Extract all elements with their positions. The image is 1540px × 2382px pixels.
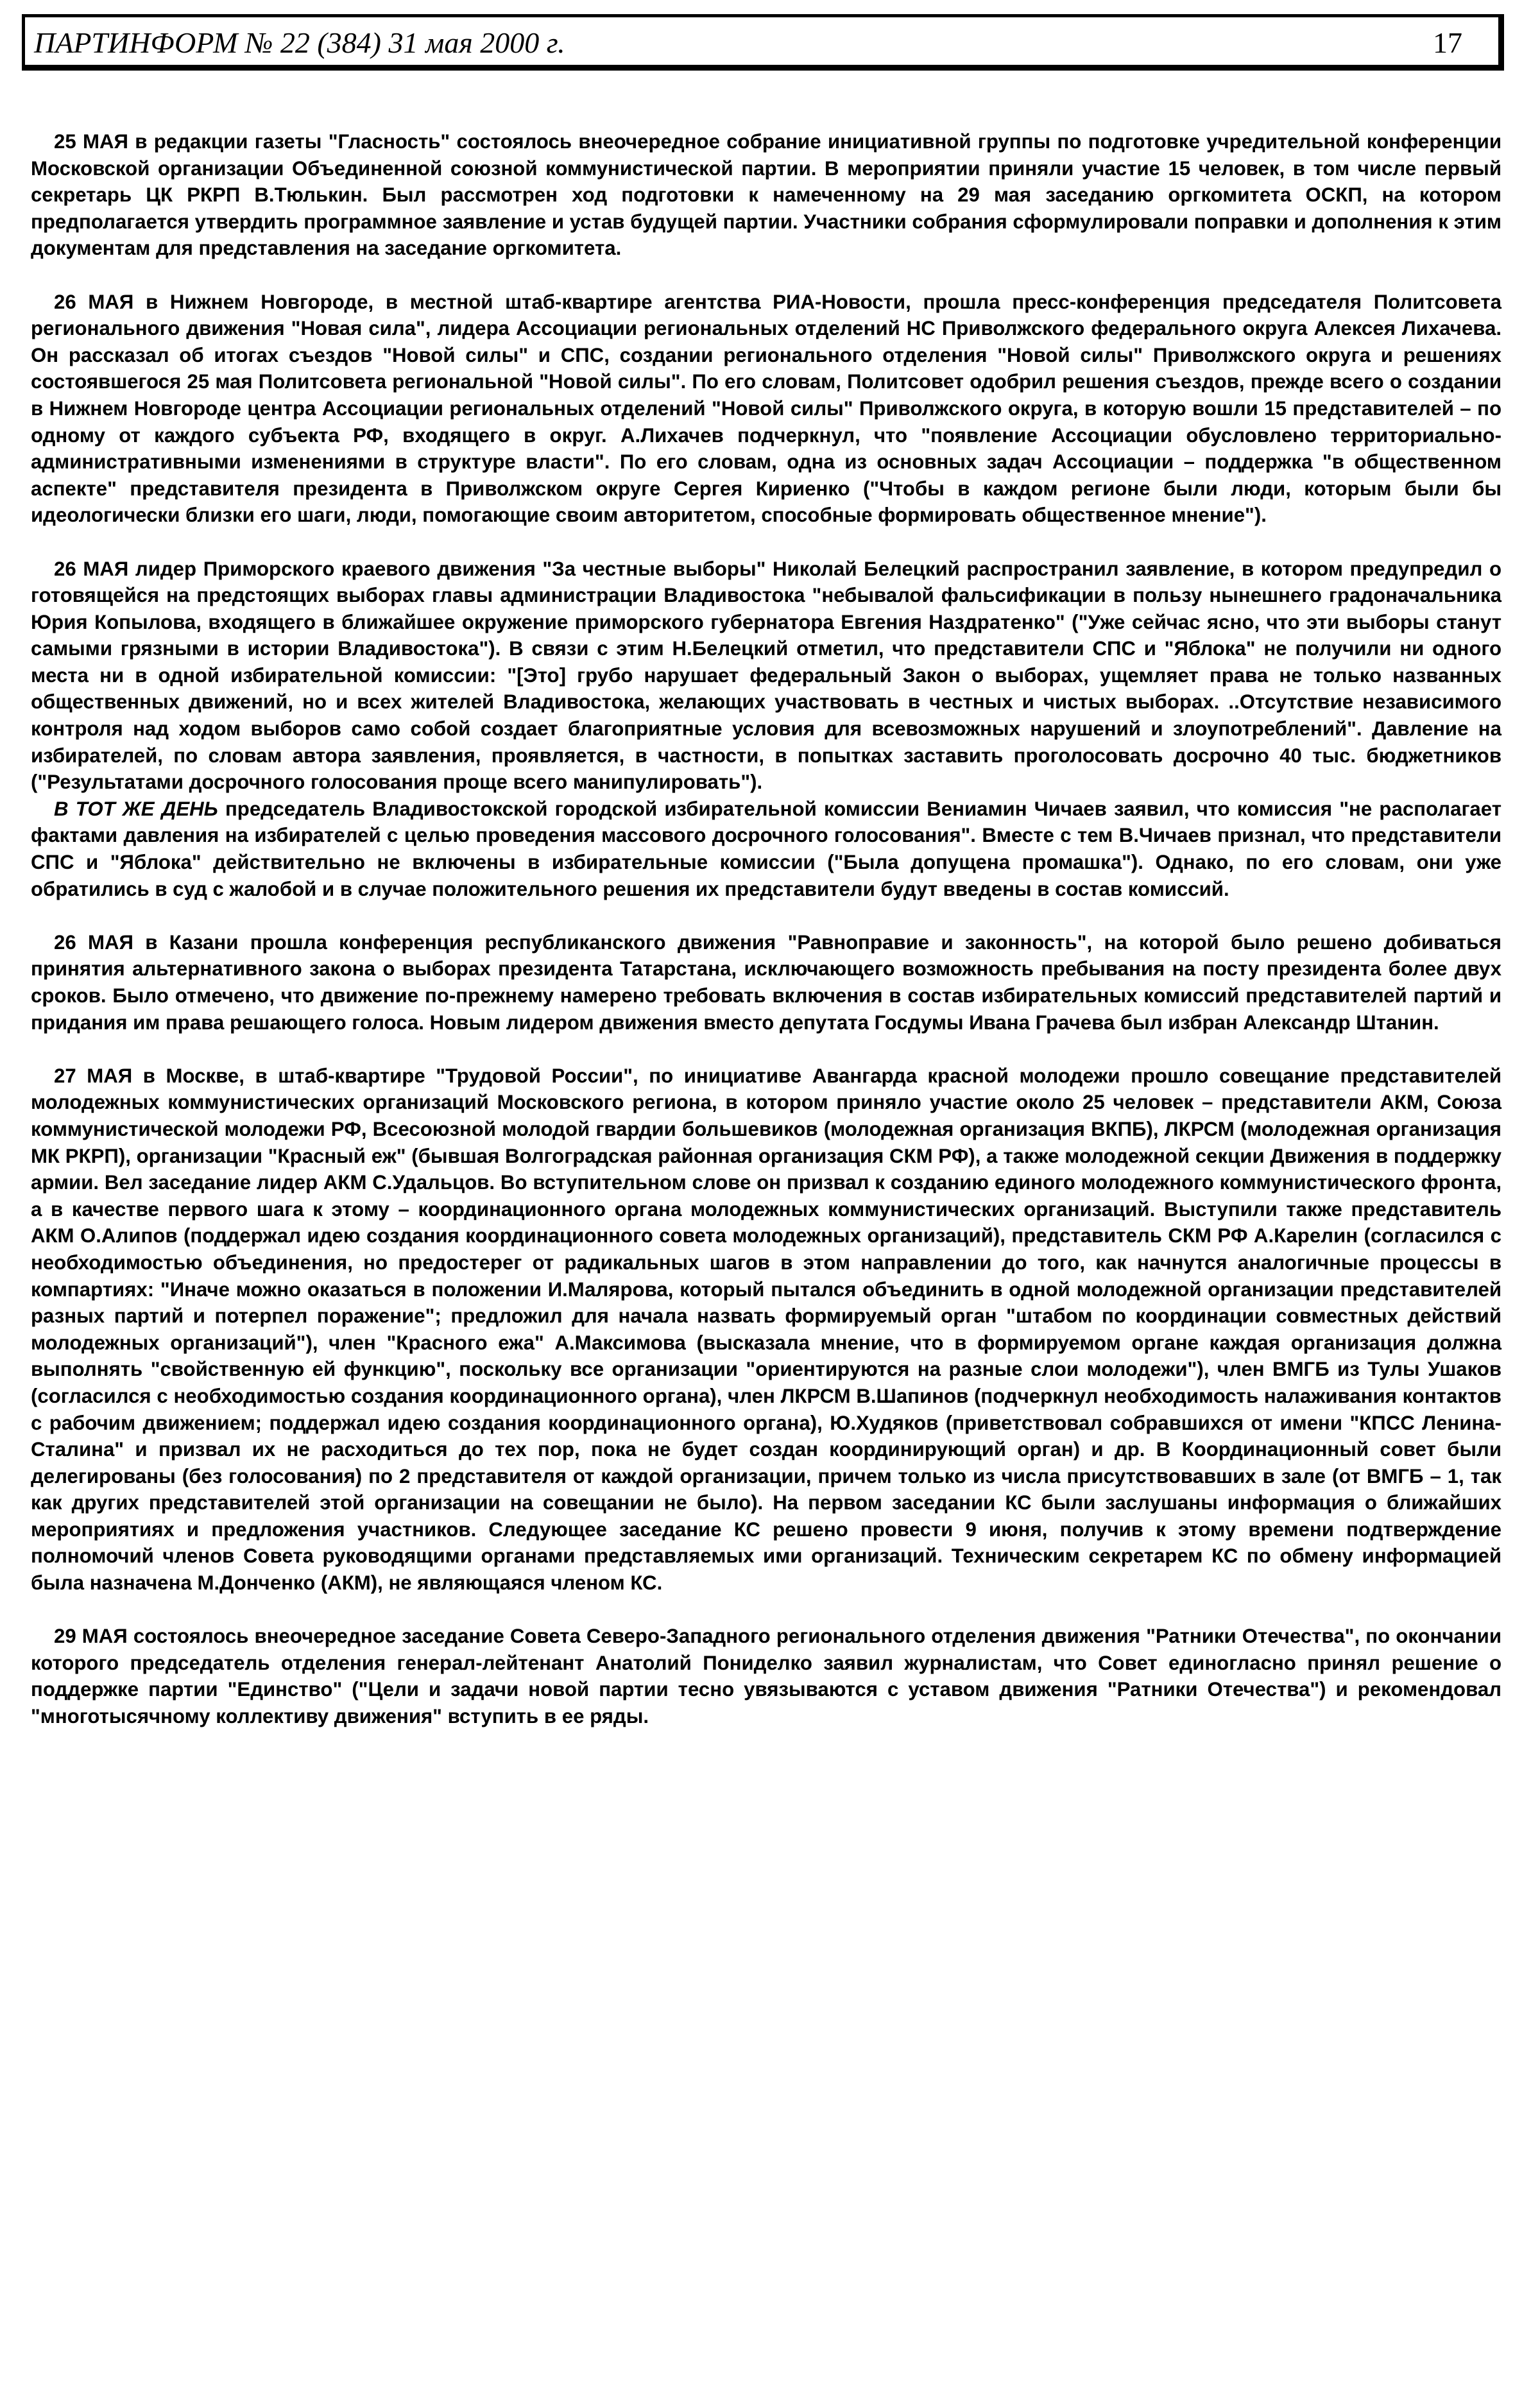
article-body <box>31 128 1502 1730</box>
news-date: 25 МАЯ <box>54 130 128 153</box>
news-date: В ТОТ ЖЕ ДЕНЬ <box>54 797 218 820</box>
news-text: состоялось внеочередное заседание Совета Северо-Западного регионального отделения движения "Ратники Отечества", по окончании которого председатель отделения генерал-лейтенант Анатолий Пониделко заявил журналистам, что Совет единогласно принял решение о поддержке партии "Единство" ("Цели и задачи новой партии тесно увязываются с уставом движения "Ратники Отечества") и рекомендовал "многотысячному коллективу движения" вступить в ее ряды. <box>31 1625 1502 1728</box>
news-date: 27 МАЯ <box>54 1064 133 1087</box>
news-item <box>31 796 1502 902</box>
news-text: в Москве, в штаб-квартире "Трудовой России", по инициативе Авангарда красной молодежи прошло совещание представителей молодежных коммунистических организаций Московского региона, в котором приняло участие около 25 человек – представители АКМ, Союза коммунистической молодежи РФ, Всесоюзной молодой гвардии большевиков (молодежная организация ВКПБ), ЛКРСМ (молодежная организация МК РКРП), организации "Красный еж" (бывшая Волгоградская районная организация СКМ РФ), а также молодежной секции Движения в поддержку армии. Вел заседание лидер АКМ С.Удальцов. Во вступительном слове он призвал к созданию единого молодежного коммунистического фронта, а в качестве первого шага к этому – координационного органа молодежных коммунистических организаций. Выступили также представитель АКМ О.Алипов (поддержал идею создания координационного совета молодежных организаций), представитель СКМ РФ А.Карелин (согласился с необходимостью объединения, но предостерег от радикальных шагов в этом направлении до того, как начнутся аналогичные процессы в компартиях: "Иначе можно оказаться в положении И.Малярова, который пытался объединить в одной молодежной организации представителей разных партий и потерпел поражение"; предложил для начала назвать формируемый орган "штабом по координации совместных действий молодежных организаций"), член "Красного ежа" А.Максимова (высказала мнение, что в формируемом органе каждая организация должна выполнять "свойственную ей функцию", поскольку все организации "ориентируются на разные слои молодежи"), член ВМГБ из Тулы Ушаков (согласился с необходимостью создания координационного органа), член ЛКРСМ В.Шапинов (подчеркнул необходимость налаживания контактов с рабочим движением; поддержал идею создания координационного органа), Ю.Худяков (приветствовал собравшихся от имени "КПСС Ленина-Сталина" и призвал их не расходиться до тех пор, пока не будет создан координирующий орган) и др. В Координационный совет были делегированы (без голосования) по 2 представителя от каждой организации, причем только из числа присутствовавших в зале (от ВМГБ – 1, так как других представителей этой организации на совещании не было). На первом заседании КС были заслушаны информация о ближайших мероприятиях и предложения участников. Следующее заседание КС решено провести 9 июня, получив к этому времени подтверждение полномочий членов Совета руководящими органами представляемых ими организаций. Техническим секретарем КС по обмену информацией была назначена М.Донченко (АКМ), не являющаяся членом КС. <box>31 1064 1502 1595</box>
news-text: в Казани прошла конференция республиканского движения "Равноправие и законность", на которой было решено добиваться принятия альтернативного закона о выборах президента Татарстана, исключающего возможность пребывания на посту президента более двух сроков. Было отмечено, что движение по-прежнему намерено требовать включения в состав избирательных комиссий представителей партий и придания им права решающего голоса. Новым лидером движения вместо депутата Госдумы Ивана Грачева был избран Александр Штанин. <box>31 930 1502 1034</box>
news-text: председатель Владивостокской городской избирательной комиссии Вениамин Чичаев заявил, что комиссия "не располагает фактами давления на избирателей с целью проведения массового досрочного голосования". Вместе с тем В.Чичаев признал, что представители СПС и "Яблока" действительно не включены в избирательные комиссии ("Была допущена промашка"). Однако, по его словам, они уже обратились в суд с жалобой и в случае положительного решения их представители будут введены в состав комиссий. <box>31 797 1502 900</box>
page-header <box>22 14 1504 71</box>
news-text: в Нижнем Новгороде, в местной штаб-квартире агентства РИА-Новости, прошла пресс-конференция председателя Политсовета регионального движения "Новая сила", лидера Ассоциации региональных отделений НС Приволжского федерального округа Алексея Лихачева. Он рассказал об итогах съездов "Новой силы" и СПС, создании регионального отделения "Новой силы" Приволжского округа и решениях состоявшегося 25 мая Политсовета региональной "Новой силы". По его словам, Политсовет одобрил решения съездов, прежде всего о создании в Нижнем Новгороде центра Ассоциации региональных отделений "Новой силы" Приволжского округа, в которую вошли 15 представителей – по одному от каждого субъекта РФ, входящего в округ. А.Лихачев подчеркнул, что "появление Ассоциации обусловлено территориально-административными изменениями в структуре власти". По его словам, одна из основных задач Ассоциации – поддержка "в общественном аспекте" представителя президента в Приволжском округе Сергея Кириенко ("Чтобы в каждом регионе были люди, которым были бы идеологически близки его шаги, люди, помогающие своим авторитетом, способные формировать общественное мнение"). <box>31 290 1502 527</box>
news-date: 29 МАЯ <box>54 1625 128 1648</box>
publication-title: ПАРТИНФОРМ № 22 (384) 31 мая 2000 г. <box>34 26 565 59</box>
news-text: лидер Приморского краевого движения "За честные выборы" Николай Белецкий распространил заявление, в котором предупредил о готовящейся на предстоящих выборах главы администрации Владивостока "небывалой фальсификации в пользу нынешнего градоначальника Юрия Копылова, входящего в ближайшее окружение приморского губернатора Евгения Наздратенко" ("Уже сейчас ясно, что эти выборы станут самыми грязными в истории Владивостока"). В связи с этим Н.Белецкий отметил, что представители СПС и "Яблока" не получили ни одного места ни в одной избирательной комиссии: "[Это] грубо нарушает федеральный Закон о выборах, ущемляет права не только названных общественных движений, но и всех жителей Владивостока, желающих участвовать в честных и чистых выборах. ..Отсутствие независимого контроля над ходом выборов само собой создает благоприятные условия для всевозможных нарушений и злоупотреблений". Давление на избирателей, по словам автора заявления, проявляется, в частности, в попытках заставить проголосовать досрочно 40 тыс. бюджетников ("Результатами досрочного голосования проще всего манипулировать"). <box>31 557 1502 794</box>
news-item <box>31 1063 1502 1597</box>
news-date: 26 МАЯ <box>54 930 133 954</box>
news-date: 26 МАЯ <box>54 290 134 313</box>
news-date: 26 МАЯ <box>54 557 129 580</box>
news-text: в редакции газеты "Гласность" состоялось внеочередное собрание инициативной группы по подготовке учредительной конференции Московской организации Объединенной союзной коммунистической партии. В мероприятии приняли участие 15 человек, в том числе первый секретарь ЦК РКРП В.Тюлькин. Был рассмотрен ход подготовки к намеченному на 29 мая заседанию оргкомитета ОСКП, на котором предполагается утвердить программное заявление и устав будущей партии. Участники собрания сформулировали поправки и дополнения к этим документам для представления на заседание оргкомитета. <box>31 130 1502 260</box>
news-item <box>31 128 1502 262</box>
news-item <box>31 556 1502 796</box>
news-item <box>31 929 1502 1036</box>
news-item <box>31 289 1502 529</box>
page-number: 17 <box>1433 26 1462 59</box>
news-item <box>31 1623 1502 1729</box>
